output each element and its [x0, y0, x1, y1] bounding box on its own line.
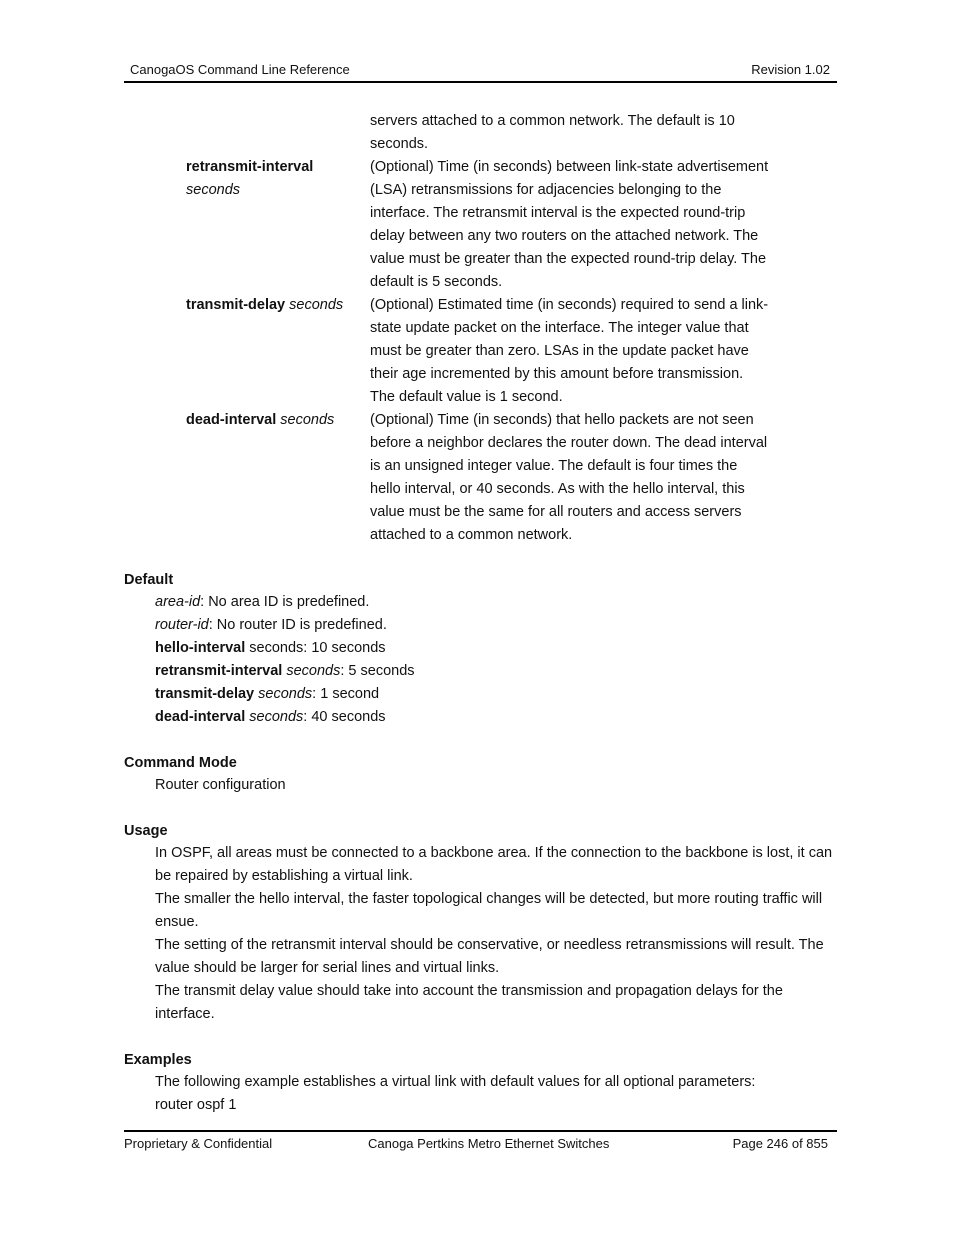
footer-page-number: Page 246 of 855	[732, 1136, 828, 1151]
param-row-continued	[124, 110, 836, 156]
header-revision: Revision 1.02	[751, 62, 830, 77]
usage-paragraph: In OSPF, all areas must be connected to a backbone area. If the connection to the backbone is lost, it can be repaired by establishing a virtual link.	[155, 845, 833, 884]
param-row-dead-interval	[124, 409, 836, 547]
command-mode-text: Router configuration	[155, 777, 286, 793]
examples-section	[124, 1049, 836, 1117]
default-retransmit-interval: retransmit-interval seconds: 5 seconds	[155, 663, 415, 679]
usage-section	[124, 820, 836, 1026]
param-keyword: retransmit-interval	[186, 159, 314, 175]
param-keyword: transmit-delay	[186, 297, 286, 313]
default-section	[124, 569, 836, 729]
example-code: router ospf 1	[155, 1097, 237, 1113]
header-rule	[124, 81, 837, 83]
param-name	[124, 294, 370, 409]
default-dead-interval: dead-interval seconds: 40 seconds	[155, 709, 386, 725]
param-desc: (Optional) Estimated time (in seconds) required to send a link-state update packet on the interface. The integer value that must be greater than zero. LSAs in the update packet have their age incremented by this amount before transmission. The default value is 1 second.	[370, 297, 769, 405]
param-desc: servers attached to a common network. The default is 10 seconds.	[370, 113, 735, 152]
header-title: CanogaOS Command Line Reference	[130, 62, 350, 77]
param-name	[124, 156, 370, 294]
section-heading: Default	[124, 572, 174, 588]
default-hello-interval: hello-interval seconds: 10 seconds	[155, 640, 386, 656]
param-desc: (Optional) Time (in seconds) between link-state advertisement (LSA) retransmissions for adjacencies belonging to the interface. The retransmit interval is the expected round-trip delay between any two routers on the attached network. The value must be greater than the expected round-trip delay. The default is 5 seconds.	[370, 159, 769, 290]
param-name	[124, 409, 370, 547]
section-heading: Examples	[124, 1052, 192, 1068]
default-area-id: area-id: No area ID is predefined.	[155, 594, 370, 610]
default-transmit-delay: transmit-delay seconds: 1 second	[155, 686, 380, 702]
param-row-retransmit-interval	[124, 156, 836, 294]
page-header	[124, 60, 836, 82]
param-arg: seconds	[186, 182, 241, 198]
examples-intro: The following example establishes a virtual link with default values for all optional parameters:	[155, 1074, 756, 1090]
footer-product: Canoga Pertkins Metro Ethernet Switches	[368, 1136, 610, 1151]
default-router-id: router-id: No router ID is predefined.	[155, 617, 387, 633]
param-arg: seconds	[280, 412, 335, 428]
usage-paragraph: The smaller the hello interval, the faster topological changes will be detected, but more routing traffic will ensue.	[155, 891, 823, 930]
param-row-transmit-delay	[124, 294, 836, 409]
parameter-table	[124, 110, 836, 547]
section-heading: Command Mode	[124, 755, 237, 771]
section-heading: Usage	[124, 823, 168, 839]
usage-paragraph: The setting of the retransmit interval should be conservative, or needless retransmissions will result. The value should be larger for serial lines and virtual links.	[155, 937, 824, 976]
param-keyword: dead-interval	[186, 412, 277, 428]
usage-paragraph: The transmit delay value should take into account the transmission and propagation delays for the interface.	[155, 983, 783, 1022]
command-mode-section	[124, 752, 836, 797]
footer-rule	[124, 1130, 837, 1132]
footer-confidential: Proprietary & Confidential	[124, 1136, 273, 1151]
param-arg: seconds	[289, 297, 344, 313]
param-desc: (Optional) Time (in seconds) that hello packets are not seen before a neighbor declares the router down. The dead interval is an unsigned integer value. The default is four times the hello interval, or 40 seconds. As with the hello interval, this value must be the same for all routers and access servers attached to a common network.	[370, 412, 768, 543]
